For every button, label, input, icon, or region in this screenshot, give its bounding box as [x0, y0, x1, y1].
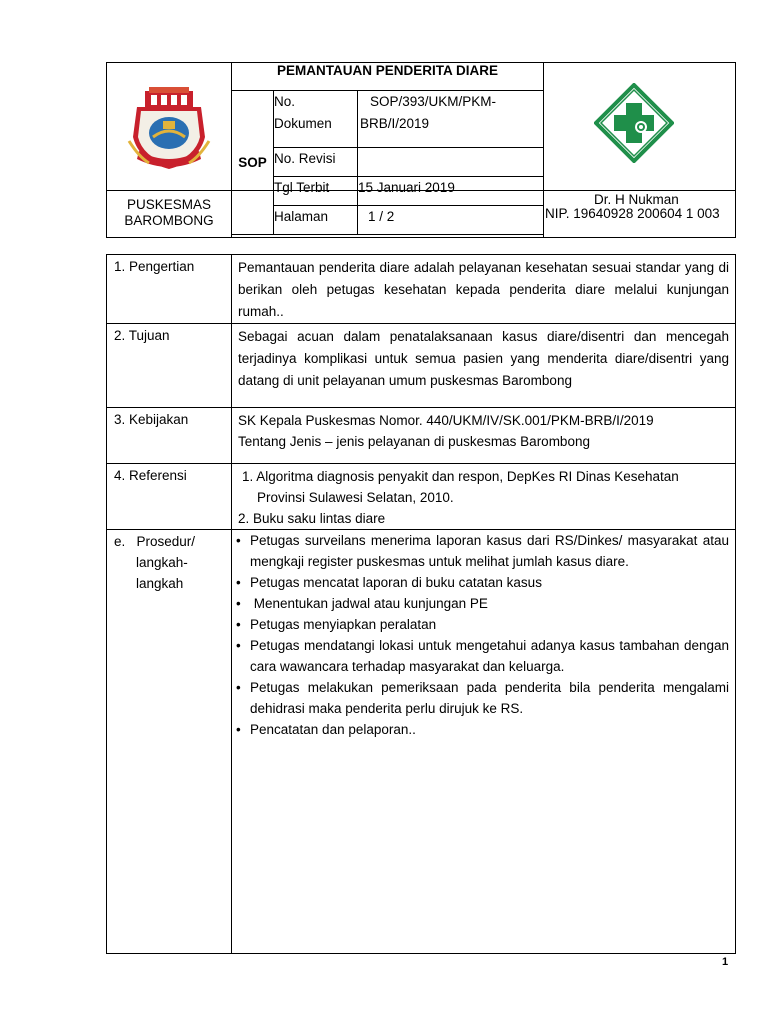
kebijakan-line: Tentang Jenis – jenis pelayanan di puskesmas Barombong [238, 434, 590, 449]
reference-line: Provinsi Sulawesi Selatan, 2010. [257, 490, 454, 505]
table-row [107, 464, 736, 530]
section-label-kebijakan: 3. Kebijakan [107, 408, 232, 464]
reference-item: 2. Buku saku lintas diare [238, 511, 386, 526]
document-title: PEMANTAUAN PENDERITA DIARE [232, 63, 544, 91]
field-label-tgl-terbit: Tgl Terbit [274, 177, 358, 206]
field-label-line: Dokumen [274, 115, 332, 131]
org-name-line: BAROMBONG [124, 213, 214, 228]
field-value-line: BRB/I/2019 [360, 115, 430, 131]
list-item: • Menentukan jadwal atau kunjungan PE [234, 593, 729, 614]
field-value-halaman: 1 / 2 [358, 206, 544, 235]
page-number: 1 [722, 956, 729, 968]
list-item: • Petugas menyiapkan peralatan [234, 614, 729, 635]
table-row [107, 255, 736, 324]
reference-line: 1. Algoritma diagnosis penyakit dan respon, DepKes RI Dinas Kesehatan [242, 469, 679, 484]
signer-name: Dr. H Nukman [594, 192, 679, 207]
field-label-line: No. [274, 93, 296, 109]
list-item: • Pencatatan dan pelaporan.. [234, 719, 729, 740]
list-item: • Petugas melakukan pemeriksaan pada penderita bila penderita mengalami dehidrasi maka penderita perlu dirujuk ke RS. [234, 677, 729, 719]
field-value-tgl-terbit: 15 Januari 2019 [358, 177, 544, 206]
puskesmas-green-cross-icon [594, 83, 674, 163]
prosedur-label-line: langkah [136, 576, 184, 591]
field-value-line: SOP/393/UKM/PKM- [370, 93, 497, 109]
table-row [107, 408, 736, 464]
organization-name [107, 191, 232, 238]
field-label-no-dokumen [274, 90, 358, 147]
section-label-referensi: 4. Referensi [107, 464, 232, 530]
prosedur-label-line: langkah- [136, 555, 188, 570]
field-value-no-revisi [358, 147, 544, 176]
list-item: • Petugas mendatangi lokasi untuk mengetahui adanya kasus tambahan dengan cara wawancara terhadap masyarakat dan keluarga. [234, 635, 729, 677]
org-name-line: PUSKESMAS [126, 197, 212, 212]
sop-body-table [106, 254, 736, 954]
list-item: • Petugas surveilans menerima laporan kasus dari RS/Dinkes/ masyarakat atau mengkaji register puskesmas untuk melihat jumlah kasus diare. [234, 530, 729, 572]
list-item: • Petugas mencatat laporan di buku catatan kasus [234, 572, 729, 593]
section-label-pengertian: 1. Pengertian [107, 255, 232, 324]
kebijakan-line: SK Kepala Puskesmas Nomor. 440/UKM/IV/SK.001/PKM-BRB/I/2019 [238, 413, 654, 428]
table-row [107, 324, 736, 408]
sop-label: SOP [232, 90, 274, 235]
signer-block [544, 191, 736, 238]
signer-nip: NIP. 19640928 200604 1 003 [545, 206, 720, 221]
section-list-referensi [232, 464, 736, 530]
gowa-regency-emblem-icon [119, 77, 219, 177]
section-label-prosedur [107, 530, 232, 954]
section-text-kebijakan [232, 408, 736, 464]
empty-cell [232, 191, 544, 238]
header-bottom-row [106, 190, 736, 238]
table-row [107, 530, 736, 954]
field-value-no-dokumen [358, 90, 544, 147]
section-list-prosedur [232, 530, 736, 954]
procedure-steps [234, 530, 729, 740]
section-text-pengertian: Pemantauan penderita diare adalah pelayanan kesehatan sesuai standar yang di berikan oleh petugas kesehatan kepada penderita diare melalui kunjungan rumah.. [232, 255, 736, 324]
field-label-no-revisi: No. Revisi [274, 147, 358, 176]
prosedur-label-line: e. Prosedur/ [114, 534, 196, 549]
section-text-tujuan: Sebagai acuan dalam penatalaksanaan kasus diare/disentri dan mencegah terjadinya komplikasi untuk semua pasien yang menderita diare/disentri yang datang di unit pelayanan umum puskesmas Barombong [232, 324, 736, 408]
section-label-tujuan: 2. Tujuan [107, 324, 232, 408]
field-label-halaman: Halaman [274, 206, 358, 235]
reference-item [238, 466, 729, 508]
